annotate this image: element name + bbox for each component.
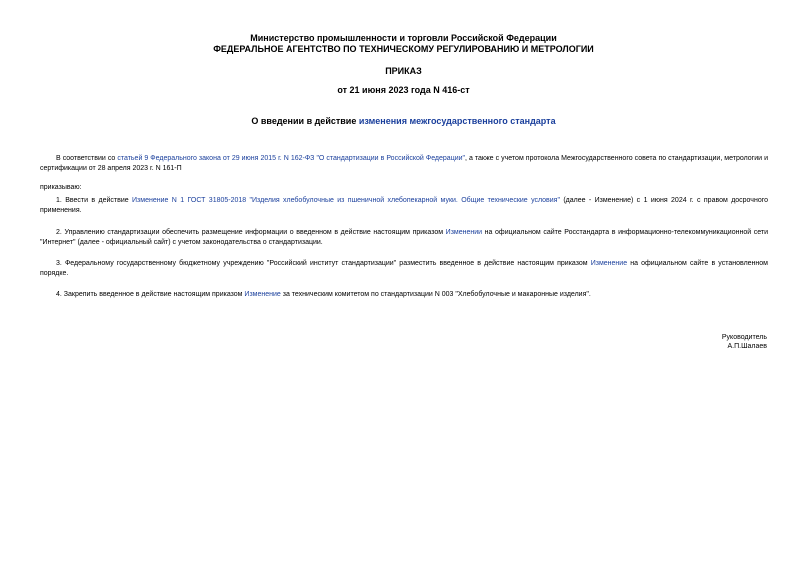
document-date-number: от 21 июня 2023 года N 416-ст xyxy=(337,85,470,95)
subject-text: О введении в действие xyxy=(251,116,359,126)
order-item-2 xyxy=(40,228,768,248)
order-word: приказываю: xyxy=(40,184,82,191)
ministry-name: Министерство промышленности и торговли Российской Федерации xyxy=(250,33,557,43)
item-4-text-2: за техническим комитетом по стандартизации N 003 "Хлебобулочные и макаронные изделия". xyxy=(280,291,591,298)
document-subject xyxy=(0,116,807,127)
order-item-3 xyxy=(40,259,768,279)
item-1-text-1: 1. Ввести в действие xyxy=(56,197,133,204)
order-item-1 xyxy=(40,196,768,216)
order-item-4 xyxy=(40,290,768,300)
amendment-link-2[interactable]: Изменении xyxy=(445,229,483,236)
subject-standard-link[interactable]: изменения межгосударственного стандарта xyxy=(358,116,556,126)
item-3-text-2: на официальном сайте в установленном порядке. xyxy=(40,260,768,277)
item-2-text-1: 2. Управлению стандартизации обеспечить размещение информации о введенном в действие настоящим приказом xyxy=(56,229,446,236)
agency-name: ФЕДЕРАЛЬНОЕ АГЕНТСТВО ПО ТЕХНИЧЕСКОМУ РЕГУЛИРОВАНИЮ И МЕТРОЛОГИИ xyxy=(213,44,594,54)
amendment-gost-link[interactable]: Изменение N 1 ГОСТ 31805-2018 "Изделия хлебобулочные из пшеничной хлебопекарной муки. Общие технические условия" xyxy=(132,197,560,204)
signatory-name: А.П.Шалаев xyxy=(727,343,767,350)
item-1-text-2: (далее - Изменение) с 1 июня 2024 г. с правом досрочного применения. xyxy=(40,197,768,214)
preamble-paragraph xyxy=(40,154,768,174)
amendment-link-3[interactable]: Изменение xyxy=(590,260,628,267)
item-2-text-2: на официальном сайте Росстандарта в информационно-телекоммуникационной сети "Интернет" (далее - официальный сайт) с учетом законодательства о стандартизации. xyxy=(40,229,769,246)
amendment-link-4[interactable]: Изменение xyxy=(244,291,281,298)
federal-law-link[interactable]: статьей 9 Федерального закона от 29 июня 2015 г. N 162-ФЗ "О стандартизации в Российской Федерации" xyxy=(117,155,466,162)
document-type: ПРИКАЗ xyxy=(385,66,422,76)
preamble-text-1: В соответствии со xyxy=(56,155,118,162)
item-3-text-1: 3. Федеральному государственному бюджетному учреждению "Российский институт стандартизации" разместить введенное в действие настоящим приказом xyxy=(56,260,591,267)
signatory-title: Руководитель xyxy=(721,334,767,341)
item-4-text-1: 4. Закрепить введенное в действие настоящим приказом xyxy=(56,291,245,298)
preamble-text-2: , а также с учетом протокола Межгосударственного совета по стандартизации, метрологии и сертификации от 28 апреля 2023 г. N 161-П xyxy=(40,155,768,172)
